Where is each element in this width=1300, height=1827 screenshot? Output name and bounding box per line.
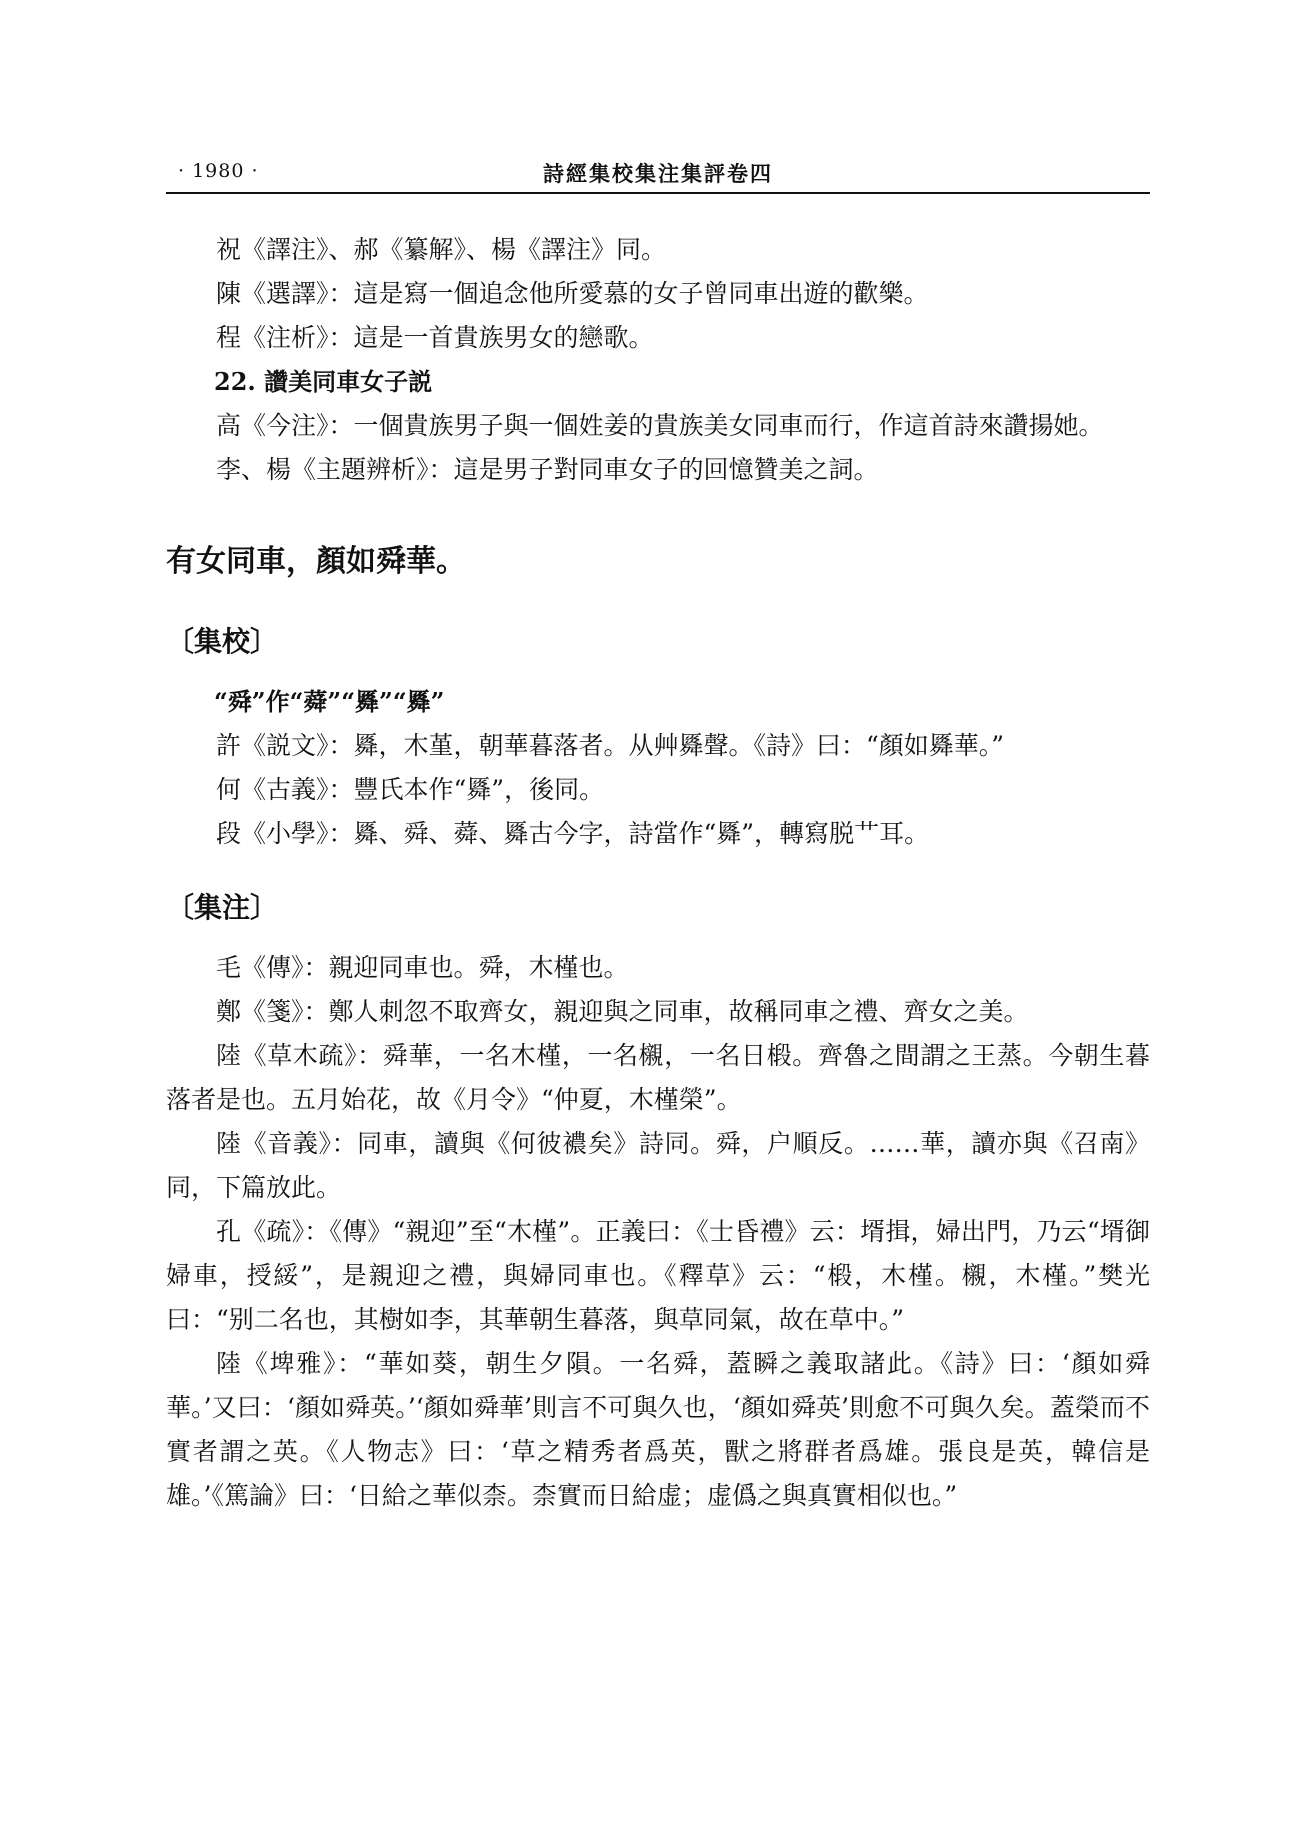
paragraph: 陸《草木疏》：舜華，一名木槿，一名櫬，一名日椴。齊魯之間謂之王蒸。今朝生暮落者是也。五月始花，故《月令》“仲夏，木槿榮”。 (166, 1041, 1150, 1114)
page-number: · 1980 · (178, 160, 259, 182)
paragraph: 陸《埤雅》：“華如葵，朝生夕隕。一名舜，蓋瞬之義取諸此。《詩》曰：‘顏如舜華。’又曰：‘顏如舜英。’‘顏如舜華’則言不可與久也，‘顏如舜英’則愈不可與久矣。蓋榮而不實者謂之英。《人物志》曰：‘草之精秀者爲英，獸之將群者爲雄。張良是英，韓信是雄。’《篤論》曰：‘日給之華似柰。柰實而日給虚；虚僞之與真實相似也。” (166, 1349, 1150, 1510)
paragraph: 許《説文》：䑞，木堇，朝華暮落者。从艸䑞聲。《詩》曰：“顏如䑞華。” (216, 731, 1005, 760)
paragraph: 毛《傳》：親迎同車也。舜，木槿也。 (216, 953, 629, 982)
page-content (166, 228, 1150, 1518)
paragraph: 鄭《箋》：鄭人刺忽不取齊女，親迎與之同車，故稱同車之禮、齊女之美。 (216, 997, 1029, 1026)
paragraph: 李、楊《主題辨析》：這是男子對同車女子的回憶贊美之詞。 (216, 455, 879, 484)
paragraph: 孔《疏》：《傳》“親迎”至“木槿”。正義曰：《士昏禮》云：壻揖，婦出門，乃云“壻御婦車，授綏”，是親迎之禮，與婦同車也。《釋草》云：“椴，木槿。櫬，木槿。”樊光曰：“别二名也，其樹如李，其華朝生暮落，與草同氣，故在草中。” (166, 1217, 1150, 1334)
paragraph: 陳《選譯》：這是寫一個追念他所愛慕的女子曾同車出遊的歡樂。 (216, 279, 929, 308)
section-heading-jijiao: 〔集校〕 (166, 625, 279, 658)
paragraph: 程《注析》：這是一首貴族男女的戀歌。 (216, 323, 654, 352)
subheading: 22. 讚美同車女子説 (214, 367, 433, 396)
page-header (166, 158, 1150, 194)
verse-line: 有女同車，顏如舜華。 (166, 544, 466, 579)
subheading: “舜”作“蕣”“䑞”“䑞” (214, 687, 445, 716)
section-heading-jizhu: 〔集注〕 (166, 891, 279, 924)
running-title: 詩經集校集注集評卷四 (543, 161, 773, 186)
paragraph: 段《小學》：䑞、舜、蕣、䑞古今字，詩當作“䑞”，轉寫脱艹耳。 (216, 819, 930, 848)
paragraph: 高《今注》：一個貴族男子與一個姓姜的貴族美女同車而行，作這首詩來讚揚她。 (216, 411, 1104, 440)
paragraph: 祝《譯注》、郝《纂解》、楊《譯注》同。 (216, 235, 667, 264)
paragraph: 何《古義》：豐氏本作“䑞”，後同。 (216, 775, 605, 804)
paragraph: 陸《音義》：同車，讀與《何彼襛矣》詩同。舜，户順反。……華，讀亦與《召南》同，下篇放此。 (166, 1129, 1150, 1202)
